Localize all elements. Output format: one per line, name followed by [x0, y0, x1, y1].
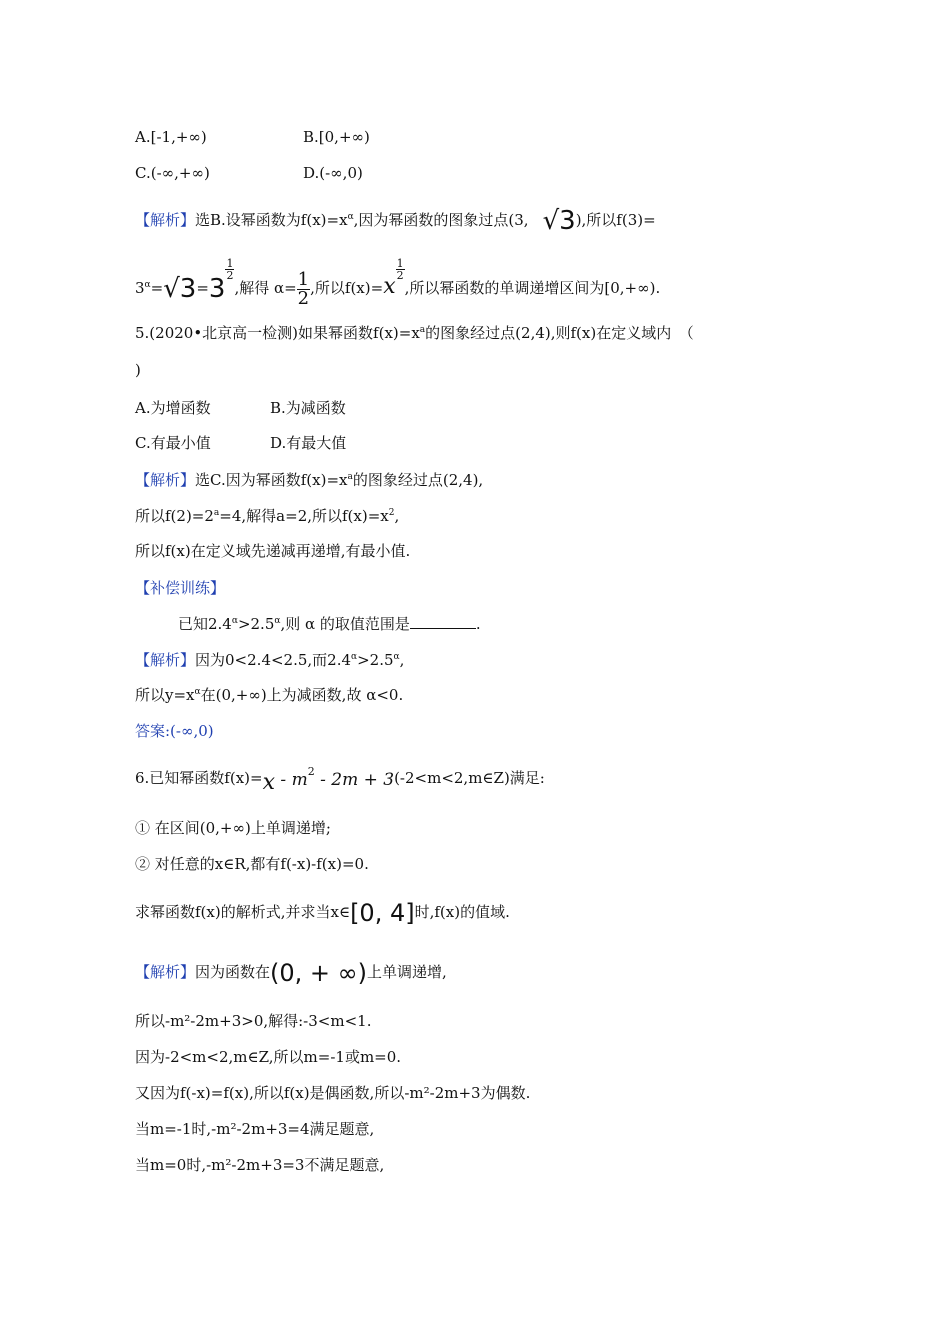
- q4-solution-line-1: 【解析】选B.设幂函数为$f(x)=x^\alpha$,因为幂函数的图象过点(3, √3),所以f(3)=: [135, 206, 656, 236]
- q4-option-c: C.(-∞,+∞): [135, 164, 210, 182]
- q6-solution-line-4: 又因为f(-x)=f(x),所以f(x)是偶函数,所以-m²-2m+3为偶数.: [135, 1084, 531, 1102]
- q5-option-b: B.为减函数: [270, 399, 346, 417]
- sqrt-three: √3: [542, 206, 576, 236]
- q5-option-d: D.有最大值: [270, 434, 347, 452]
- interval-zero-infinity: (0, + ∞): [270, 959, 368, 987]
- q4-option-a: A.[-1,+∞): [135, 128, 207, 146]
- q5-stem-line-1: 5.(2020•北京高一检测)如果幂函数$f(x)=x^a$的图象经过点(2,4),则f(x)在定义域内 （: [135, 324, 694, 342]
- q5-option-c: C.有最小值: [135, 434, 211, 452]
- q5-solution-line-2: 所以$f(2)=2^a=4$,解得a=2,所以$f(x)=x^2$,: [135, 507, 400, 525]
- comp-solution-line-2: 所以$y=x^\alpha$在(0,+∞)上为减函数,故 α<0.: [135, 686, 404, 704]
- q4-solution-line-2: $3^\alpha=√3=3$ $\frac{1}{2}$ ,解得 α= $\frac{1}{2}$ ,所以f(x)=x $\frac{1}{2}$ ,所以幂函数的单调递增区间为[0,+∞).: [135, 257, 661, 309]
- fraction-half: $\frac{1}{2}$: [297, 268, 310, 309]
- q5-solution-line-1: 【解析】选C.因为幂函数$f(x)=x^a$的图象经过点(2,4),: [135, 471, 484, 489]
- comp-solution-line-1: 【解析】因为0<2.4<2.5,而$2.4^\alpha>2.5^\alpha$,: [135, 651, 405, 669]
- q6-solution-line-2: 所以-m²-2m+3>0,解得:-3<m<1.: [135, 1012, 372, 1030]
- comp-answer: 答案:(-∞,0): [135, 722, 214, 740]
- comp-question: 已知$2.4^\alpha>2.5^\alpha$,则 α 的取值范围是 .: [178, 615, 481, 633]
- q6-ask: 求幂函数f(x)的解析式,并求当x∈[0, 4]时,f(x)的值域.: [135, 899, 510, 927]
- q4-option-d: D.(-∞,0): [303, 164, 363, 182]
- q5-option-a: A.为增函数: [135, 399, 211, 417]
- q5-solution-line-3: 所以f(x)在定义域先递减再递增,有最小值.: [135, 542, 411, 560]
- q6-solution-line-1: 【解析】因为函数在(0, + ∞)上单调递增,: [135, 959, 447, 987]
- q6-stem: 6.已知幂函数$f(x)=x - m^2 - 2m$ + 3(-2<m<2,m∈Z)满足:: [135, 765, 545, 795]
- q6-solution-line-5: 当m=-1时,-m²-2m+3=4满足题意,: [135, 1120, 375, 1138]
- q6-solution-line-3: 因为-2<m<2,m∈Z,所以m=-1或m=0.: [135, 1048, 402, 1066]
- exponent-half: $\frac{1}{2}$: [226, 257, 234, 282]
- solution-tag: 【解析】: [135, 211, 196, 229]
- q6-solution-line-6: 当m=0时,-m²-2m+3=3不满足题意,: [135, 1156, 385, 1174]
- q4-option-b: B.[0,+∞): [303, 128, 370, 146]
- compensation-title: 【补偿训练】: [135, 579, 226, 597]
- q6-condition-1: ① 在区间(0,+∞)上单调递增;: [135, 819, 331, 837]
- q5-stem-line-2: ): [135, 361, 141, 379]
- q6-condition-2: ② 对任意的x∈R,都有f(-x)-f(x)=0.: [135, 855, 369, 873]
- interval-zero-four: [0, 4]: [350, 899, 415, 927]
- answer-blank: [410, 614, 476, 629]
